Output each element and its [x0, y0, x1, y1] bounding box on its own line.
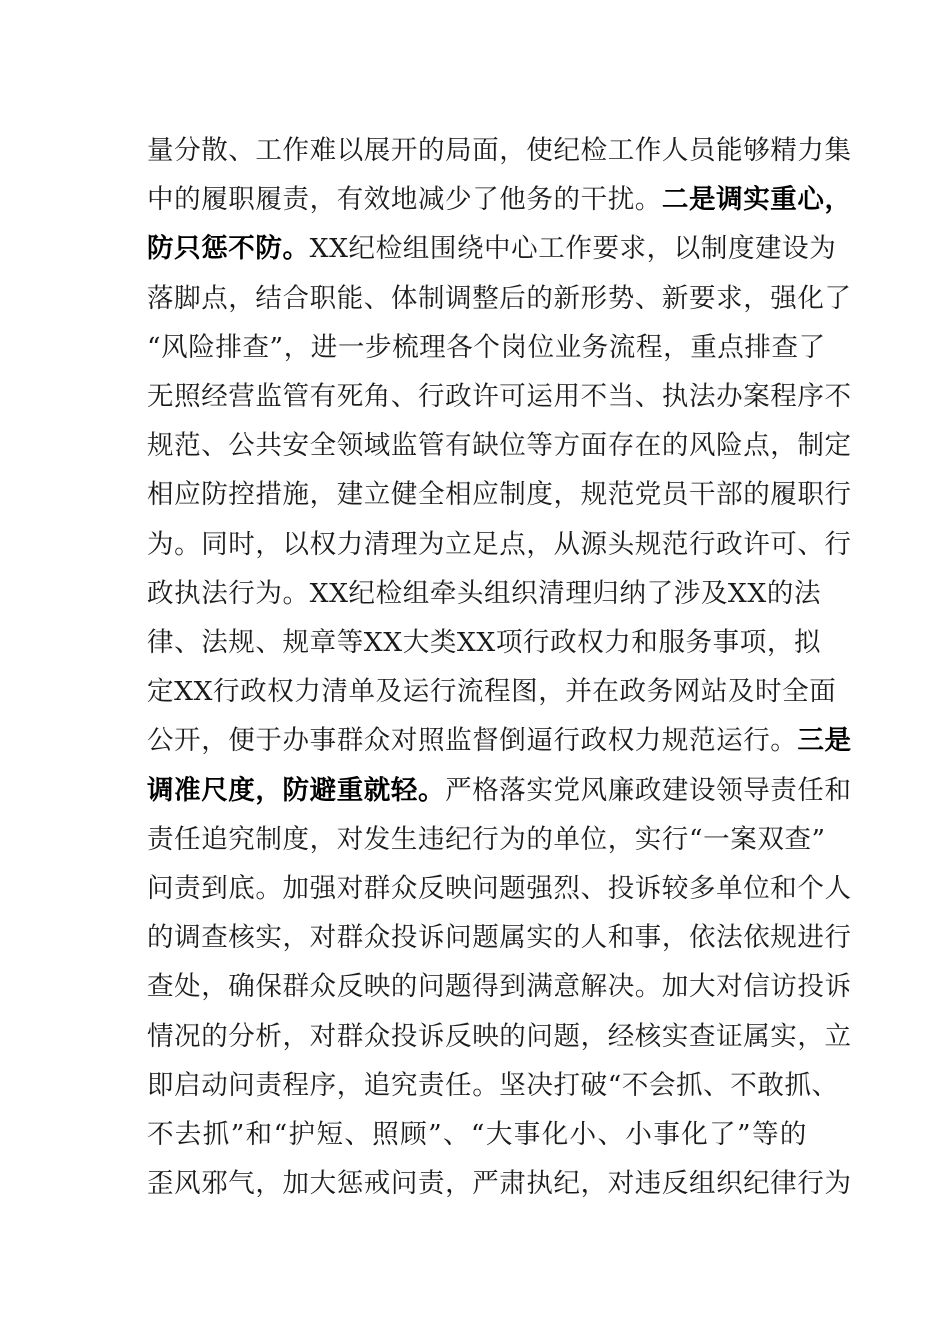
document-body: [147, 126, 852, 1208]
text-run: 的调查核实，对群众投诉问题属实的人和事，依法依规进行: [147, 922, 852, 954]
text-line: [147, 175, 852, 224]
text-run: XX纪检组围绕中心工作要求，以制度建设为: [309, 233, 837, 265]
text-line: [147, 913, 852, 962]
text-line: [147, 815, 826, 864]
bold-heading-run: 三是: [797, 725, 852, 757]
text-line: [147, 618, 822, 667]
text-line: [147, 864, 852, 913]
text-line: [147, 1159, 852, 1208]
text-line: [147, 470, 852, 519]
bold-heading-run: 调准尺度，防避重就轻。: [147, 774, 446, 806]
bold-heading-run: 防只惩不防。: [147, 233, 310, 265]
text-run: 落脚点，结合职能、体制调整后的新形势、新要求，强化了: [147, 282, 852, 314]
text-run: 不去抓”和“护短、照顾”、“大事化小、小事化了”等的: [147, 1119, 807, 1151]
text-run: 无照经营监管有死角、行政许可运用不当、执法办案程序不: [147, 381, 852, 413]
text-run: 情况的分析，对群众投诉反映的问题，经核实查证属实，立: [147, 1020, 852, 1052]
text-run: 严格落实党风廉政建设领导责任和: [445, 774, 852, 806]
text-run: 责任追究制度，对发生违纪行为的单位，实行“一案双查”: [147, 823, 826, 855]
text-run: 即启动问责程序，追究责任。坚决打破“不会抓、不敢抓、: [147, 1069, 839, 1101]
text-run: 规范、公共安全领域监管有缺位等方面存在的风险点，制定: [147, 430, 852, 462]
text-run: 歪风邪气，加大惩戒问责，严肃执纪，对违反组织纪律行为: [147, 1168, 852, 1200]
text-run: 公开，便于办事群众对照监督倒逼行政权力规范运行。: [147, 725, 798, 757]
text-run: 相应防控措施，建立健全相应制度，规范党员干部的履职行: [147, 479, 852, 511]
text-line: [147, 520, 852, 569]
text-line: [147, 372, 852, 421]
text-run: 中的履职履责，有效地减少了他务的干扰。: [147, 184, 662, 216]
text-line: [147, 667, 837, 716]
text-line: [147, 1110, 807, 1159]
text-run: “风险排查”，进一步梳理各个岗位业务流程，重点排查了: [147, 331, 826, 363]
text-line: [147, 716, 852, 765]
text-line: [147, 323, 826, 372]
text-run: 政执法行为。XX纪检组牵头组织清理归纳了涉及XX的法: [147, 577, 822, 609]
text-line: [147, 1061, 839, 1110]
text-line: [147, 224, 837, 273]
text-run: 问责到底。加强对群众反映问题强烈、投诉较多单位和个人: [147, 873, 852, 905]
text-line: [147, 569, 822, 618]
text-run: 为。同时，以权力清理为立足点，从源头规范行政许可、行: [147, 528, 852, 560]
bold-heading-run: 二是调实重心，: [661, 184, 852, 216]
text-run: 定XX行政权力清单及运行流程图，并在政务网站及时全面: [147, 676, 837, 708]
text-line: [147, 421, 852, 470]
text-line: [147, 962, 852, 1011]
text-line: [147, 1012, 852, 1061]
text-run: 查处，确保群众反映的问题得到满意解决。加大对信访投诉: [147, 971, 852, 1003]
text-run: 量分散、工作难以展开的局面，使纪检工作人员能够精力集: [147, 135, 852, 166]
text-line: [147, 126, 852, 175]
text-line: [147, 766, 852, 815]
text-run: 律、法规、规章等XX大类XX项行政权力和服务事项，拟: [147, 627, 822, 659]
text-line: [147, 274, 852, 323]
